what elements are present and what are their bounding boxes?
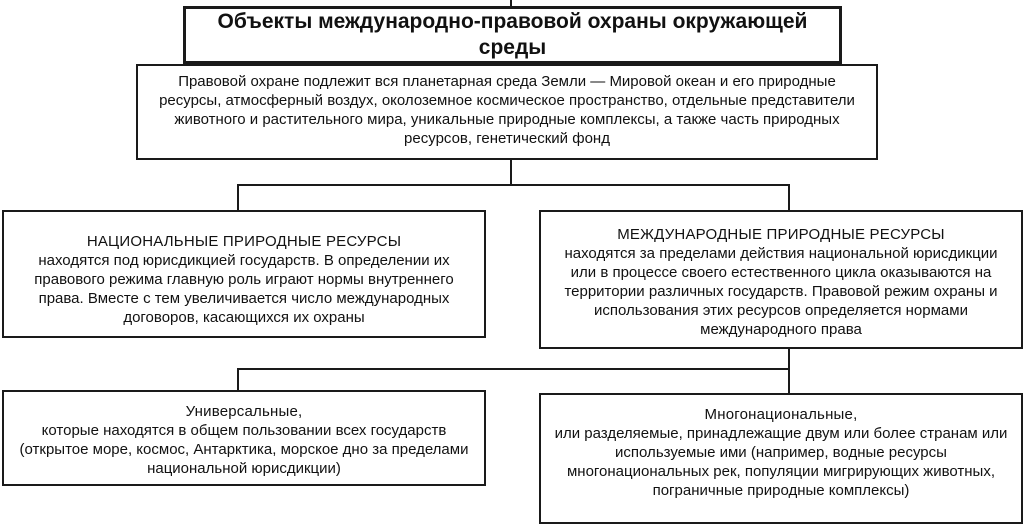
multinational-heading: Многонациональные, <box>704 406 858 423</box>
national-heading: НАЦИОНАЛЬНЫЕ ПРИРОДНЫЕ РЕСУРСЫ <box>86 233 402 250</box>
multinational-resources-box <box>539 393 1023 524</box>
environment-text: Правовой охране подлежит вся планетарная среда Земли — Мировой океан и его природные ресурсы, атмосферный воздух, околоземное космическое пространство, отдельные представители животного и растительного мира, уникальные природные комплексы, а также часть природных ресурсов, генетический фонд <box>159 73 855 147</box>
national-text: находятся под юрисдикцией государств. В определении их правового режима главную роль играют нормы внутреннего права. Вместе с тем увеличивается число международных договоров, касающихся их охраны <box>34 252 454 326</box>
connector-multinational-drop <box>788 368 790 394</box>
universal-resources-box <box>2 390 486 486</box>
connector-main-down <box>510 160 512 185</box>
international-resources-box <box>539 210 1023 349</box>
connector-universal-drop <box>237 368 239 391</box>
universal-heading: Универсальные, <box>185 403 303 420</box>
connector-international-drop <box>788 184 790 211</box>
national-resources-box <box>2 210 486 338</box>
universal-text: которые находятся в общем пользовании всех государств (открытое море, космос, Антарктика, морское дно за пределами национальной юрисдикции) <box>19 422 469 477</box>
diagram-title: Объекты международно-правовой охраны окружающей среды <box>217 10 808 59</box>
international-text: находятся за пределами действия национальной юрисдикции или в процессе своего естественного цикла оказываются на территории различных государств. Правовой режим охраны и использования этих ресурсов определяется нормами международного права <box>564 245 998 338</box>
connector-level1-bar <box>237 184 790 186</box>
connector-international-down <box>788 349 790 369</box>
environment-box <box>136 64 878 160</box>
international-heading: МЕЖДУНАРОДНЫЕ ПРИРОДНЫЕ РЕСУРСЫ <box>617 226 945 243</box>
connector-level2-bar <box>237 368 790 370</box>
title-box <box>183 6 842 64</box>
multinational-text: или разделяемые, принадлежащие двум или более странам или используемые ими (например, водные ресурсы многонациональных рек, популяции мигрирующих животных, пограничные природные комплексы) <box>554 425 1008 499</box>
connector-national-drop <box>237 184 239 211</box>
